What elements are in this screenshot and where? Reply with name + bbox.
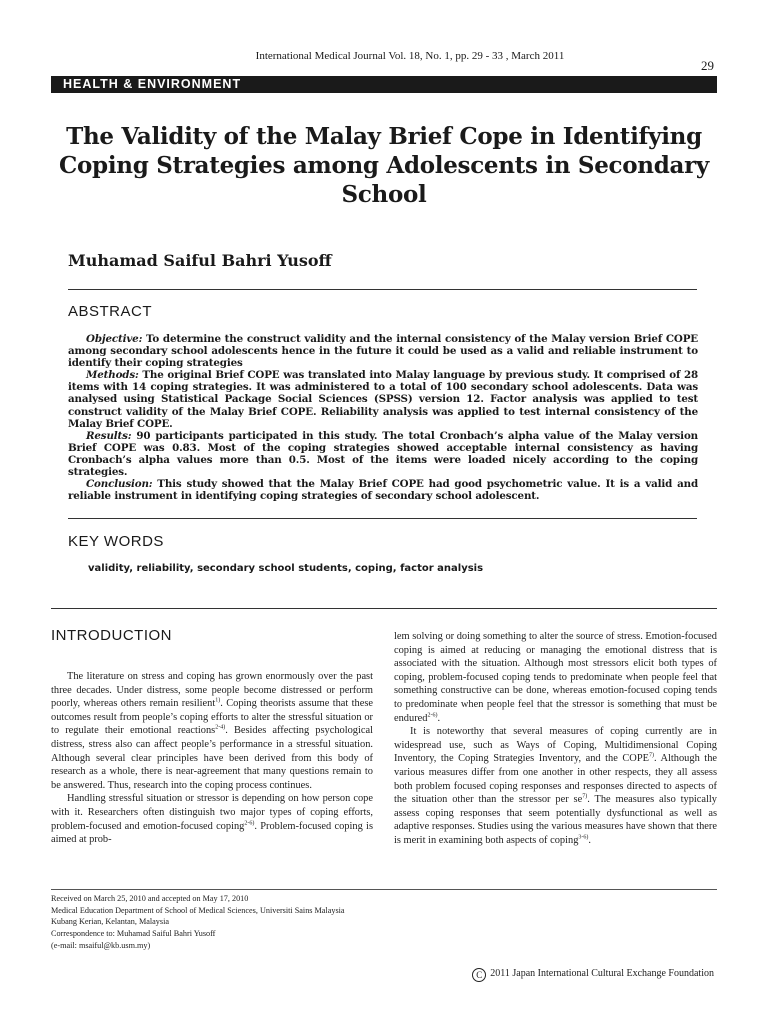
footnote-divider	[51, 889, 717, 890]
received-date: Received on March 25, 2010 and accepted on May 17, 2010	[51, 894, 249, 903]
right-column	[394, 630, 717, 848]
abstract-conclusion	[68, 478, 698, 502]
article-title: The Validity of the Malay Brief Cope in Identifying Coping Strategies among Adolescents in Secondary School	[59, 123, 709, 208]
divider	[51, 608, 717, 609]
divider	[68, 518, 697, 519]
left-column	[51, 670, 373, 847]
email: (e-mail: msaiful@kb.usm.my)	[51, 940, 151, 950]
keywords-heading: KEY WORDS	[68, 533, 164, 550]
journal-citation: International Medical Journal Vol. 18, No. 1, pp. 29 - 33 , March 2011	[255, 50, 565, 62]
keywords-text: validity, reliability, secondary school students, coping, factor analysis	[88, 563, 484, 574]
abstract-objective	[68, 333, 698, 369]
abstract-body	[68, 333, 698, 502]
abstract-results	[68, 430, 698, 478]
paragraph: lem solving or doing something to alter the source of stress. Emotion-focused coping is aimed at reducing or managing the emotional distress that is associated with the situation. Although most stressors elicit both types of coping, problem-focused coping tends to predominate when people feel that something constructive can be done, whereas emotion-focused coping tends to predominate when people feel that the stressor is something that must be endured$^{2-6)}$.	[394, 631, 717, 724]
divider	[68, 289, 697, 290]
results-label: Results:	[86, 429, 132, 442]
objective-label: Objective:	[86, 333, 143, 345]
paragraph: Handling stressful situation or stressor is depending on how person cope with it. Researchers often distinguish two major types of coping efforts, problem-focused and emotion-focused coping$^{2-6)}$. Problem-focused coping is aimed at prob-	[51, 793, 373, 846]
conclusion-label: Conclusion:	[86, 478, 153, 491]
abstract-methods	[68, 369, 698, 429]
section-banner	[51, 76, 717, 93]
paragraph: It is noteworthy that several measures of coping currently are in widespread use, such as Ways of Coping, Multidimensional Coping Inventory, the Coping Strategies Inventory, and the COPE$^{7)}$. Although the various measures differ from one another in other respects, they all assess both problem focused coping responses and responses directed to aspects of the situation other than the stressor per $se^{7)}$. The measures also typically assess coping responses that seem potentially dysfunctional as well as adaptive responses. Studies using the various measures have shown that there is merit in examining both aspects of coping$^{3-6)}$.	[394, 726, 718, 846]
methods-label: Methods:	[86, 369, 139, 382]
copyright	[472, 968, 714, 982]
introduction-heading: INTRODUCTION	[51, 627, 172, 644]
affiliation: Medical Education Department of School of Medical Sciences, Universiti Sains Malaysia	[51, 905, 345, 915]
results-text: 90 participants participated in this study. The total Cronbach’s alpha value of the Malay version Brief COPE was 0.83. Most of the coping strategies showed acceptable internal consistency as having Cronbach’s alpha values more than 0.5. Most of the items were loaded nicely according to the coping strategies.	[68, 429, 698, 479]
copyright-text: 2011 Japan International Cultural Exchange Foundation	[490, 968, 714, 979]
footnote	[51, 893, 345, 952]
methods-text: The original Brief COPE was translated into Malay language by previous study. It comprised of 28 items with 14 coping strategies. It was administered to a total of 100 secondary school adolescents. Data was analysed using Statistical Package Social Sciences (SPSS) version 12. Factor analysis was applied to test construct validity of the Malay Brief COPE. Reliability analysis was applied to test internal consistency of the Malay Brief COPE.	[68, 369, 698, 430]
copyright-icon: C	[472, 968, 486, 982]
author-name: Muhamad Saiful Bahri Yusoff	[68, 251, 332, 270]
conclusion-text: This study showed that the Malay Brief COPE had good psychometric value. It is a valid and reliable instrument in identifying coping strategies of secondary school adolescent.	[68, 478, 698, 503]
abstract-heading: ABSTRACT	[68, 303, 153, 320]
page-number: 29	[701, 58, 714, 73]
correspondence: Correspondence to: Muhamad Saiful Bahri Yusoff	[51, 929, 216, 939]
affiliation-location: Kubang Kerian, Kelantan, Malaysia	[51, 917, 169, 927]
objective-text: To determine the construct validity and the internal consistency of the Malay version Brief COPE among secondary school adolescents hence in the future it could be used as a valid and reliable instrument to identify their coping strategies	[68, 333, 698, 370]
section-label: HEALTH & ENVIRONMENT	[63, 77, 242, 91]
paragraph: The literature on stress and coping has grown enormously over the past three decades. Under distress, some people become distressed or perform poorly, whereas others remain resilient$^{1)}$. Coping theorists assume that these outcomes result from people’s coping efforts to alter the stressful situation or to regulate their emotional reactions$^{2-4)}$. Besides affecting psychological distress, stress also can affect people’s performance in a stressful situation. Although several clear principles have been derived from this body of research as a whole, there is near-agreement that many questions remain to be answered. Thus, research into the coping process continues.	[51, 671, 373, 791]
